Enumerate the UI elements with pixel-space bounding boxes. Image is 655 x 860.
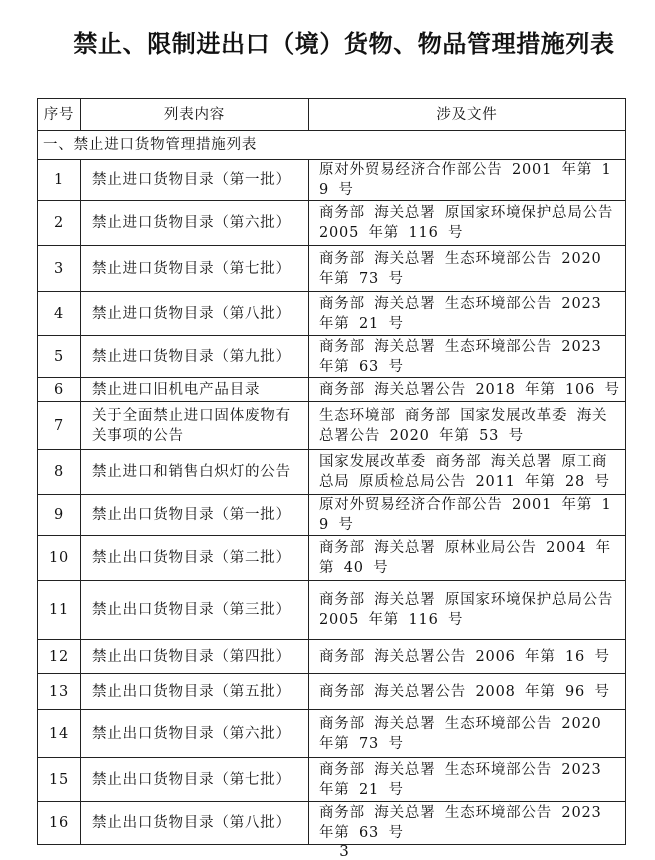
section-row (38, 131, 626, 160)
cell-index: 4 (38, 292, 81, 336)
page-title: 禁止、限制进出口（境）货物、物品管理措施列表 (73, 30, 615, 58)
cell-content: 禁止出口货物目录（第一批） (81, 495, 309, 536)
cell-content: 禁止进口货物目录（第六批） (81, 201, 309, 246)
cell-document: 商务部 海关总署 原林业局公告 2004 年第 40 号 (309, 536, 626, 581)
table-row (38, 640, 626, 674)
table-row (38, 536, 626, 581)
cell-content: 禁止出口货物目录（第三批） (81, 581, 309, 640)
cell-document: 商务部 海关总署 生态环境部公告 2020 年第 73 号 (309, 710, 626, 758)
cell-index: 3 (38, 246, 81, 292)
cell-content: 禁止出口货物目录（第二批） (81, 536, 309, 581)
cell-document: 商务部 海关总署 生态环境部公告 2020 年第 73 号 (309, 246, 626, 292)
table-row (38, 336, 626, 378)
cell-index: 13 (38, 674, 81, 710)
cell-document: 商务部 海关总署 生态环境部公告 2023 年第 63 号 (309, 336, 626, 378)
table-row (38, 495, 626, 536)
table-row (38, 246, 626, 292)
cell-document: 生态环境部 商务部 国家发展改革委 海关总署公告 2020 年第 53 号 (309, 402, 626, 450)
cell-content: 禁止出口货物目录（第五批） (81, 674, 309, 710)
table-header-row (38, 99, 626, 131)
cell-document: 原对外贸易经济合作部公告 2001 年第 19 号 (309, 495, 626, 536)
cell-document: 商务部 海关总署 生态环境部公告 2023 年第 63 号 (309, 802, 626, 845)
cell-index: 1 (38, 160, 81, 201)
table-row (38, 450, 626, 495)
table-row (38, 674, 626, 710)
cell-content: 禁止进口货物目录（第八批） (81, 292, 309, 336)
cell-index: 7 (38, 402, 81, 450)
cell-index: 16 (38, 802, 81, 845)
cell-document: 商务部 海关总署 原国家环境保护总局公告 2005 年第 116 号 (309, 201, 626, 246)
cell-index: 6 (38, 378, 81, 402)
cell-content: 禁止进口货物目录（第七批） (81, 246, 309, 292)
table-row (38, 758, 626, 802)
cell-index: 12 (38, 640, 81, 674)
table-row (38, 201, 626, 246)
cell-content: 禁止进口旧机电产品目录 (81, 378, 309, 402)
cell-document: 商务部 海关总署公告 2018 年第 106 号 (309, 378, 626, 402)
cell-content: 禁止出口货物目录（第七批） (81, 758, 309, 802)
header-cell-document: 涉及文件 (309, 99, 626, 131)
cell-document: 商务部 海关总署 生态环境部公告 2023 年第 21 号 (309, 758, 626, 802)
table-row (38, 581, 626, 640)
header-cell-index: 序号 (38, 99, 81, 131)
cell-content: 禁止进口货物目录（第一批） (81, 160, 309, 201)
section-label: 一、禁止进口货物管理措施列表 (38, 131, 626, 160)
cell-content: 禁止进口货物目录（第九批） (81, 336, 309, 378)
cell-index: 5 (38, 336, 81, 378)
cell-document: 商务部 海关总署 生态环境部公告 2023 年第 21 号 (309, 292, 626, 336)
cell-document: 商务部 海关总署公告 2006 年第 16 号 (309, 640, 626, 674)
cell-index: 2 (38, 201, 81, 246)
measures-table (37, 98, 626, 845)
cell-content: 禁止出口货物目录（第四批） (81, 640, 309, 674)
table-row (38, 160, 626, 201)
table-row (38, 378, 626, 402)
cell-index: 10 (38, 536, 81, 581)
header-cell-content: 列表内容 (81, 99, 309, 131)
cell-document: 国家发展改革委 商务部 海关总署 原工商总局 原质检总局公告 2011 年第 28 号 (309, 450, 626, 495)
cell-index: 9 (38, 495, 81, 536)
cell-document: 原对外贸易经济合作部公告 2001 年第 19 号 (309, 160, 626, 201)
page-number: 3 (339, 842, 349, 860)
cell-content: 关于全面禁止进口固体废物有关事项的公告 (81, 402, 309, 450)
cell-index: 11 (38, 581, 81, 640)
cell-index: 14 (38, 710, 81, 758)
table-row (38, 802, 626, 845)
table-row (38, 710, 626, 758)
cell-content: 禁止出口货物目录（第八批） (81, 802, 309, 845)
cell-content: 禁止进口和销售白炽灯的公告 (81, 450, 309, 495)
cell-document: 商务部 海关总署公告 2008 年第 96 号 (309, 674, 626, 710)
cell-content: 禁止出口货物目录（第六批） (81, 710, 309, 758)
cell-index: 8 (38, 450, 81, 495)
table-row (38, 402, 626, 450)
cell-index: 15 (38, 758, 81, 802)
table-row (38, 292, 626, 336)
cell-document: 商务部 海关总署 原国家环境保护总局公告 2005 年第 116 号 (309, 581, 626, 640)
